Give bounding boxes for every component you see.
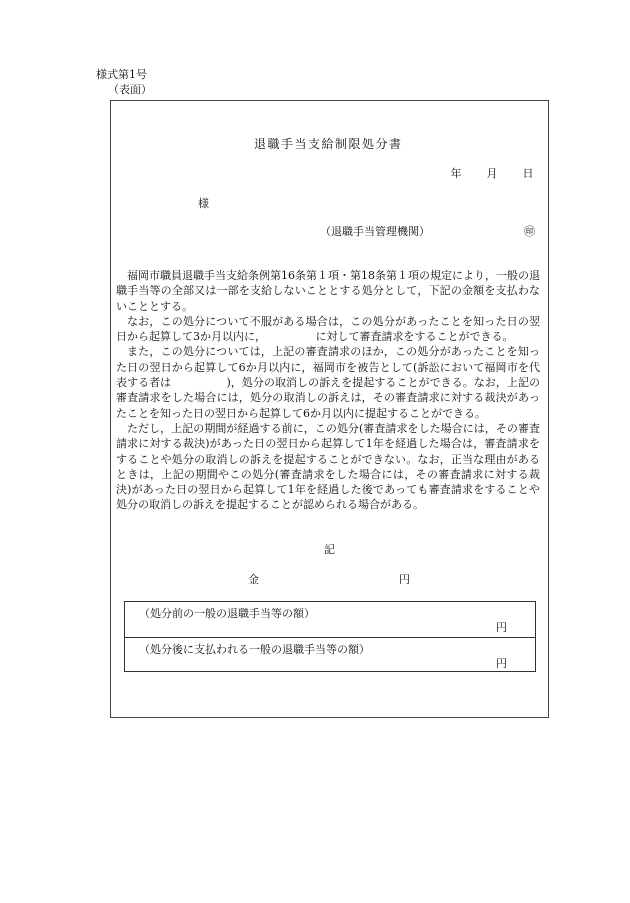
amount-label: 金	[248, 573, 259, 586]
paragraph: 福岡市職員退職手当支給条例第16条第１項・第18条第１項の規定により，一般の退職手当等の全部又は一部を支給しないこととする処分として，下記の金額を支払わないこととする。	[116, 269, 540, 313]
ki-heading: 記	[324, 543, 335, 556]
date-day: 日	[522, 167, 534, 180]
addressee-suffix: 様	[198, 197, 209, 210]
row-label: （処分後に支払われる一般の退職手当等の額）	[139, 643, 370, 656]
paragraph: また，この処分については，上記の審査請求のほか，この処分があったことを知った日の翌日から起算して6か月以内に，福岡市を被告として(訴訟において福岡市を代表する者は )，処分の取消しの訴えを提起することができる。なお，上記の審査請求をした場合には，処分の取消しの訴えは，その審査請求に対する裁決があったことを知った日の翌日から起算して6か月以内に提起することができる。	[116, 345, 540, 420]
issuer-name: （退職手当管理機関）	[320, 225, 430, 238]
document-title: 退職手当支給制限処分書	[254, 137, 403, 151]
amount-unit: 円	[399, 573, 410, 586]
table-row	[125, 602, 535, 637]
row-label: （処分前の一般の退職手当等の額）	[139, 607, 315, 620]
amount-table	[124, 601, 536, 672]
seal-mark: ㊞	[524, 225, 535, 238]
table-row	[125, 637, 535, 672]
date-line	[0, 165, 535, 181]
date-year: 年	[450, 167, 462, 180]
row-unit: 円	[496, 657, 507, 670]
paragraph: なお，この処分について不服がある場合は，この処分があったことを知った日の翌日から起算して3か月以内に， に対して審査請求をすることができる。	[116, 314, 540, 344]
side-label: （表面）	[108, 83, 152, 96]
body-text	[116, 268, 540, 513]
form-number: 様式第1号	[96, 68, 147, 81]
date-month: 月	[486, 167, 498, 180]
paragraph: ただし，上記の期間が経過する前に，この処分(審査請求をした場合には，その審査請求に対する裁決)があった日の翌日から起算して1年を経過した場合は，審査請求をすることや処分の取消しの訴えを提起することができない。なお，正当な理由があるときは，上記の期間やこの処分(審査請求をした場合には，その審査請求に対する裁決)があった日の翌日から起算して1年を経過した後であっても審査請求をすることや処分の取消しの訴えを提起することが認められる場合がある。	[116, 421, 540, 512]
row-unit: 円	[496, 621, 507, 634]
